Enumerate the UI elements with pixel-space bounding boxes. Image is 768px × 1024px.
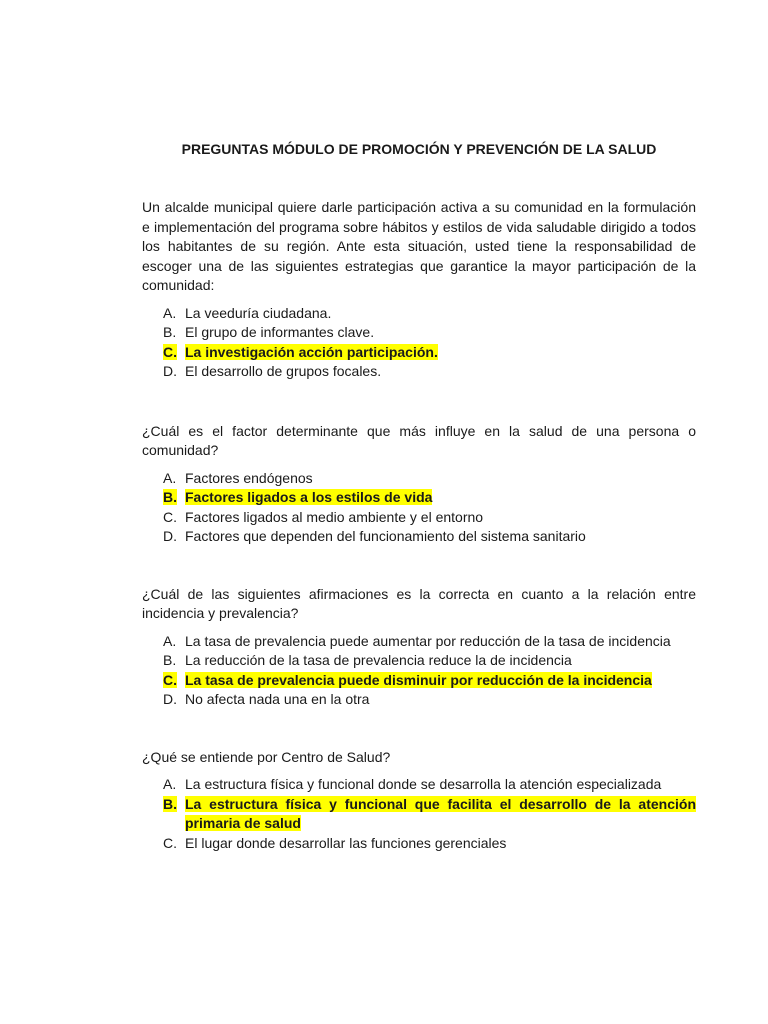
document-page [142, 140, 696, 853]
option-text: El desarrollo de grupos focales. [185, 363, 382, 379]
option-letter: A. [163, 304, 177, 321]
question-text: ¿Qué se entiende por Centro de Salud? [142, 748, 391, 765]
question-2 [142, 422, 696, 547]
option-text: No afecta nada una en la otra [185, 691, 370, 707]
option-letter: C. [163, 343, 177, 360]
option-letter: C. [163, 671, 177, 688]
options-list [142, 632, 696, 710]
option-text: La veeduría ciudadana. [185, 304, 332, 321]
options-list [142, 469, 696, 547]
option-b-correct-answer [142, 795, 696, 834]
options-list [142, 304, 696, 382]
option-d [142, 362, 696, 382]
option-text: La estructura física y funcional donde se desarrolla la atención especializada [185, 776, 662, 792]
option-letter: B. [163, 795, 177, 812]
option-text: La investigación acción participación. [185, 343, 438, 360]
option-letter: B. [163, 652, 177, 668]
question-text: ¿Cuál de las siguientes afirmaciones es la correcta en cuanto a la relación entre incidencia y prevalencia? [142, 585, 696, 621]
option-letter: A. [163, 776, 177, 792]
option-c-correct-answer [142, 343, 696, 363]
option-b [142, 323, 696, 343]
option-d [142, 690, 696, 710]
option-text: Factores que dependen del funcionamiento del sistema sanitario [185, 528, 586, 544]
options-list [142, 775, 696, 853]
question-4 [142, 748, 696, 854]
option-letter: D. [163, 691, 177, 707]
option-text: Factores ligados a los estilos de vida [185, 489, 433, 505]
option-text: Factores endógenos [185, 469, 313, 486]
option-text: La tasa de prevalencia puede disminuir por reducción de la incidencia [185, 671, 652, 688]
option-d [142, 527, 696, 547]
document-title: PREGUNTAS MÓDULO DE PROMOCIÓN Y PREVENCIÓN DE LA SALUD [181, 141, 657, 157]
option-a [142, 775, 696, 795]
question-3 [142, 585, 696, 710]
option-letter: D. [163, 528, 177, 544]
option-letter: B. [163, 489, 177, 505]
option-letter: C. [163, 834, 177, 851]
option-a [142, 304, 696, 324]
option-letter: C. [163, 508, 177, 525]
option-text: Factores ligados al medio ambiente y el entorno [185, 508, 484, 525]
option-b-correct-answer [142, 488, 696, 508]
option-letter: D. [163, 363, 177, 379]
option-c-correct-answer [142, 671, 696, 691]
option-text: El grupo de informantes clave. [185, 324, 375, 340]
question-text: ¿Cuál es el factor determinante que más influye en la salud de una persona o comunidad? [142, 422, 696, 458]
question-1 [142, 198, 696, 382]
question-text: Un alcalde municipal quiere darle participación activa a su comunidad en la formulación e implementación del programa sobre hábitos y estilos de vida saludable dirigido a todos los habitantes de su región. Ante esta situación, usted tiene la responsabilidad de escoger una de las siguientes estrategias que garantice la mayor participación de la comunidad: [142, 199, 696, 293]
option-c [142, 508, 696, 528]
option-letter: A. [163, 632, 177, 649]
option-b [142, 651, 696, 671]
option-letter: A. [163, 469, 177, 486]
option-text: El lugar donde desarrollar las funciones gerenciales [185, 834, 507, 851]
option-a [142, 632, 696, 652]
option-text: La estructura física y funcional que facilita el desarrollo de la atención primaria de salud [185, 795, 696, 831]
option-a [142, 469, 696, 489]
option-text: La tasa de prevalencia puede aumentar por reducción de la tasa de incidencia [185, 632, 671, 649]
option-c [142, 834, 696, 854]
option-text: La reducción de la tasa de prevalencia reduce la de incidencia [185, 652, 572, 668]
option-letter: B. [163, 324, 177, 340]
